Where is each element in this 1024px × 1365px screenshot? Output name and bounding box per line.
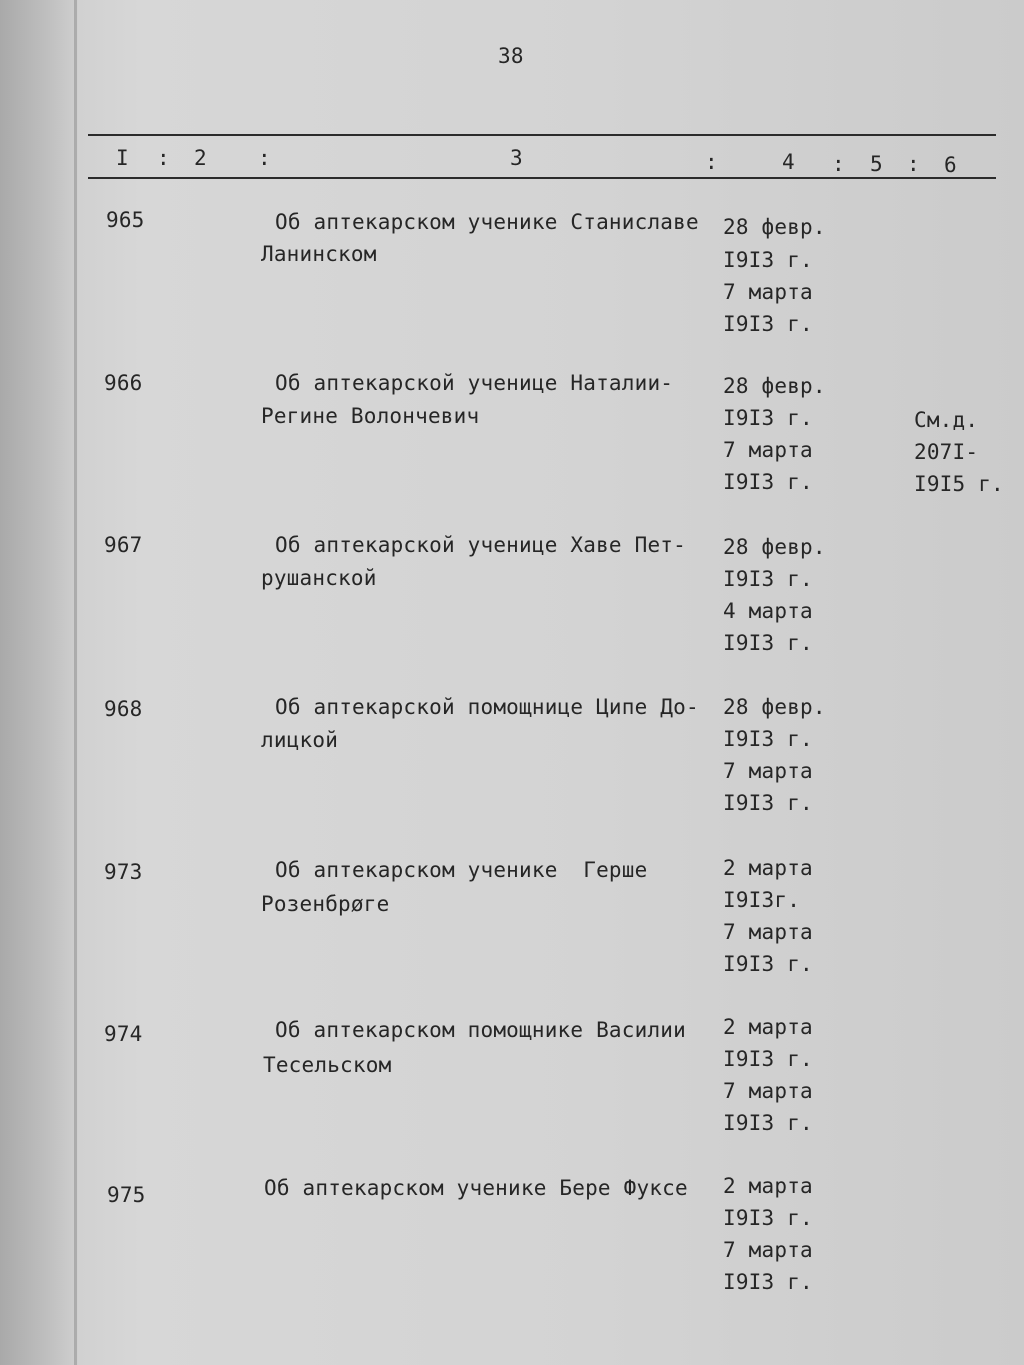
- entry-number: 968: [104, 697, 143, 721]
- entry-date-line: I9I3 г.: [723, 312, 813, 336]
- entry-title-line: Об аптекарской ученице Наталии-: [275, 371, 674, 395]
- book-spine-shadow: [0, 0, 78, 1365]
- col-header-4: 4: [782, 150, 795, 174]
- col-header-2: 2: [194, 146, 207, 170]
- entry-title-line: Об аптекарской помощнице Ципе До-: [275, 695, 699, 719]
- entry-date-line: 7 марта: [723, 1238, 813, 1262]
- entry-date-line: 2 марта: [723, 1015, 813, 1039]
- entry-note-line: 207I-: [914, 440, 979, 464]
- col-separator: :: [705, 150, 718, 174]
- col-header-5: 5: [870, 152, 883, 176]
- entry-title-line: Об аптекарской ученице Хаве Пет-: [275, 533, 686, 557]
- entry-date-line: 28 февр.: [723, 215, 826, 239]
- col-separator: :: [832, 152, 845, 176]
- entry-number: 967: [104, 533, 143, 557]
- entry-number: 975: [107, 1183, 146, 1207]
- entry-number: 974: [104, 1022, 143, 1046]
- header-bottom-rule: [88, 177, 996, 179]
- entry-date-line: I9I3 г.: [723, 567, 813, 591]
- entry-date-line: 7 марта: [723, 280, 813, 304]
- col-separator: :: [157, 146, 170, 170]
- entry-date-line: I9I3 г.: [723, 952, 813, 976]
- entry-date-line: 4 марта: [723, 599, 813, 623]
- entry-title-line: Розенбрøге: [261, 892, 390, 916]
- entry-title-line: Об аптекарском помощнике Василии: [275, 1018, 686, 1042]
- entry-number: 965: [106, 208, 145, 232]
- page-number: 38: [498, 44, 524, 68]
- entry-title-line: лицкой: [261, 728, 339, 752]
- entry-date-line: I9I3 г.: [723, 1206, 813, 1230]
- entry-note-line: См.д.: [914, 408, 979, 432]
- entry-date-line: I9I3 г.: [723, 631, 813, 655]
- entry-date-line: 7 марта: [723, 438, 813, 462]
- col-header-3: 3: [510, 146, 523, 170]
- col-separator: :: [258, 146, 271, 170]
- page-edge: [74, 0, 77, 1365]
- entry-title-line: Об аптекарском ученике Станиславе: [275, 210, 699, 234]
- entry-title-line: Тесельском: [263, 1053, 392, 1077]
- col-header-6: 6: [944, 153, 957, 177]
- entry-date-line: 28 февр.: [723, 535, 826, 559]
- entry-title-line: Ланинском: [261, 242, 377, 266]
- entry-date-line: I9I3г.: [723, 888, 801, 912]
- entry-title-line: Об аптекарском ученике Бере Фуксе: [264, 1176, 688, 1200]
- entry-date-line: I9I3 г.: [723, 470, 813, 494]
- entry-date-line: I9I3 г.: [723, 1270, 813, 1294]
- col-separator: :: [907, 152, 920, 176]
- entry-date-line: 2 марта: [723, 856, 813, 880]
- entry-date-line: I9I3 г.: [723, 1047, 813, 1071]
- entry-date-line: 2 марта: [723, 1174, 813, 1198]
- entry-title-line: Об аптекарском ученике Герше: [275, 858, 648, 882]
- entry-note-line: I9I5 г.: [914, 472, 1004, 496]
- entry-date-line: I9I3 г.: [723, 791, 813, 815]
- entry-date-line: I9I3 г.: [723, 727, 813, 751]
- header-top-rule: [88, 134, 996, 136]
- entry-title-line: Регине Волончевич: [261, 404, 480, 428]
- entry-date-line: I9I3 г.: [723, 248, 813, 272]
- col-header-1: I: [116, 146, 129, 170]
- entry-number: 966: [104, 371, 143, 395]
- entry-date-line: I9I3 г.: [723, 406, 813, 430]
- entry-number: 973: [104, 860, 143, 884]
- entry-date-line: I9I3 г.: [723, 1111, 813, 1135]
- entry-date-line: 7 марта: [723, 1079, 813, 1103]
- entry-date-line: 28 февр.: [723, 695, 826, 719]
- entry-date-line: 7 марта: [723, 759, 813, 783]
- entry-title-line: рушанской: [261, 566, 377, 590]
- entry-date-line: 28 февр.: [723, 374, 826, 398]
- entry-date-line: 7 марта: [723, 920, 813, 944]
